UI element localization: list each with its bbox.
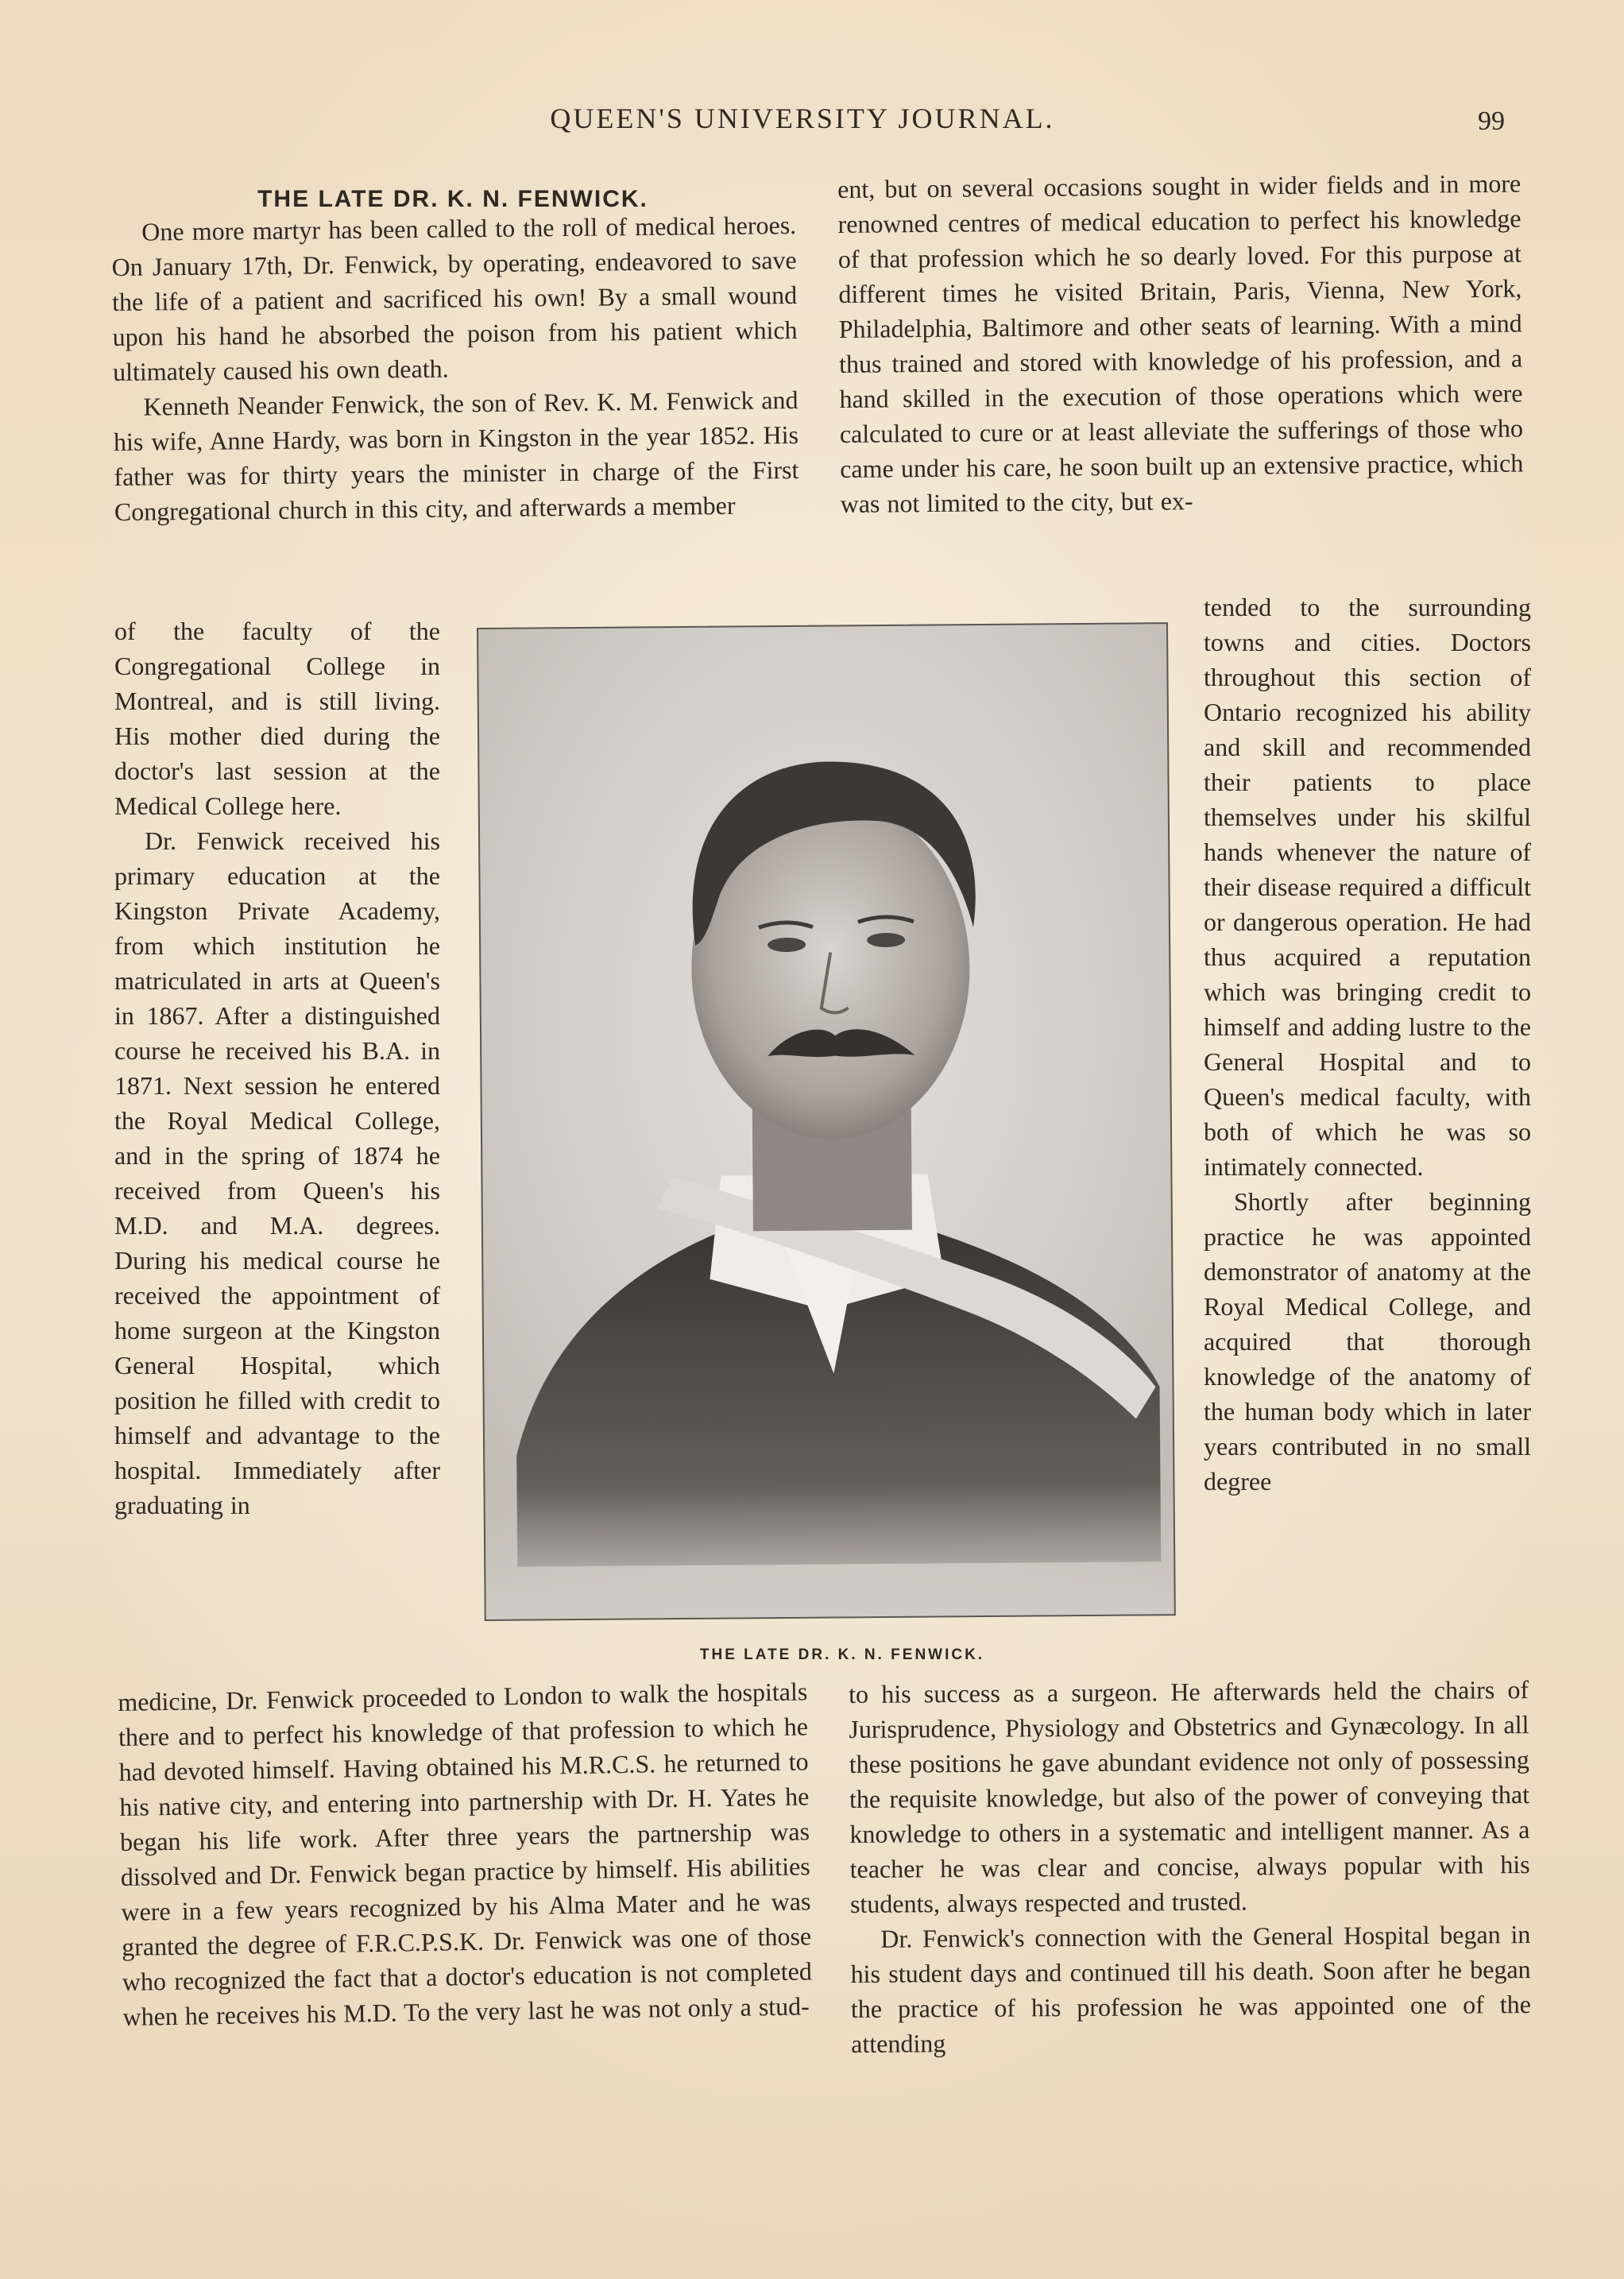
article-title: THE LATE DR. K. N. FENWICK. [257,186,648,212]
paragraph: Kenneth Neander Fenwick, the son of Rev. K. M. Fenwick and his wife, Anne Hardy, was born in Kingston in the year 1852. His father was for thirty years the minister in charge of the First Congregational church in this city, and afterwards a member [113,385,799,526]
right-column-top-text [837,165,1524,520]
paragraph: Dr. Fenwick received his primary education at the Kingston Private Academy, from which institution he matriculated in arts at Queen's in 1867. After a distinguished course he received his B.A. in 1871. Next session he entered the Royal Medical College, and in the spring of 1874 he received from Queen's his M.D. and M.A. degrees. During his medical course he received the appointment of home surgeon at the Kingston General Hospital, which position he filled with credit to himself and advantage to the hospital. Immediately after graduating in [114,826,440,1519]
paragraph: One more martyr has been called to the roll of medical heroes. On January 17th, Dr. Fenwick, by operating, endeavored to save the life of a patient and sacrificed his own! By a small wound upon his hand he absorbed the poison from his patient which ultimately caused his own death. [111,210,798,386]
right-column-bottom-text [849,1672,1531,2061]
page-number: 99 [1478,106,1505,136]
left-column-top-text [111,207,799,529]
running-header-title: QUEEN'S UNIVERSITY JOURNAL. [550,103,1055,134]
paragraph: Shortly after beginning practice he was appointed demonstrator of anatomy at the Royal Medical College, and acquired that thorough knowledge of the anatomy of the human body which in later years contributed in no small degree [1204,1187,1531,1495]
portrait-illustration [478,624,1174,1619]
paragraph: of the faculty of the Congregational College in Montreal, and is still living. His mother died during the doctor's last session at the Medical College here. [114,617,440,820]
paragraph: tended to the surrounding towns and cities. Doctors throughout this section of Ontario recognized his ability and skill and recommended their patients to place themselves under his skilful hands whenever the nature of their disease required a difficult or dangerous operation. He had thus acquired a reputation which was bringing credit to himself and adding lustre to the General Hospital and to Queen's medical faculty, with both of which he was so intimately connected. [1204,593,1531,1181]
right-column-narrow-text [1204,590,1531,1499]
portrait-photograph [477,622,1176,1621]
left-column-narrow-text [114,613,440,1523]
paragraph: medicine, Dr. Fenwick proceeded to London to walk the hospitals there and to perfect his knowledge of that profession to which he had devoted himself. Having obtained his M.R.C.S. he returned to his native city, and entering into partnership with Dr. H. Yates he began his life work. After three years the partnership was dissolved and Dr. Fenwick began practice by himself. His abilities were in a few years recognized by his Alma Mater and he was granted the degree of F.R.C.P.S.K. Dr. Fenwick was one of those who recognized the fact that a doctor's education is not completed when he receives his M.D. To the very last he was not only a stud- [118,1677,813,2031]
left-column-bottom-text [118,1673,813,2034]
figure-caption: THE LATE DR. K. N. FENWICK. [699,1646,985,1663]
paragraph: ent, but on several occasions sought in wider fields and in more renowned centres of medical education to perfect his knowledge of that profession which he so dearly loved. For this purpose at different times he visited Britain, Paris, Vienna, New York, Philadelphia, Baltimore and other seats of learning. With a mind thus trained and stored with knowledge of his profession, and a hand skilled in the execution of those operations which were calculated to cure or at least alleviate the sufferings of those who came under his care, he soon built up an extensive practice, which was not limited to the city, but ex- [837,168,1524,518]
paragraph: Dr. Fenwick's connection with the General Hospital began in his student days and continued till his death. Soon after he began the practice of his profession he was appointed one of the attending [850,1920,1532,2058]
paragraph: to his success as a surgeon. He afterwards held the chairs of Jurisprudence, Physiology and Obstetrics and Gynæcology. In all these positions he gave abundant evidence not only of possessing the requisite knowledge, but also of the power of conveying that knowledge to others in a systematic and intelligent manner. As a teacher he was clear and concise, always popular with his students, always respected and trusted. [849,1675,1530,1918]
